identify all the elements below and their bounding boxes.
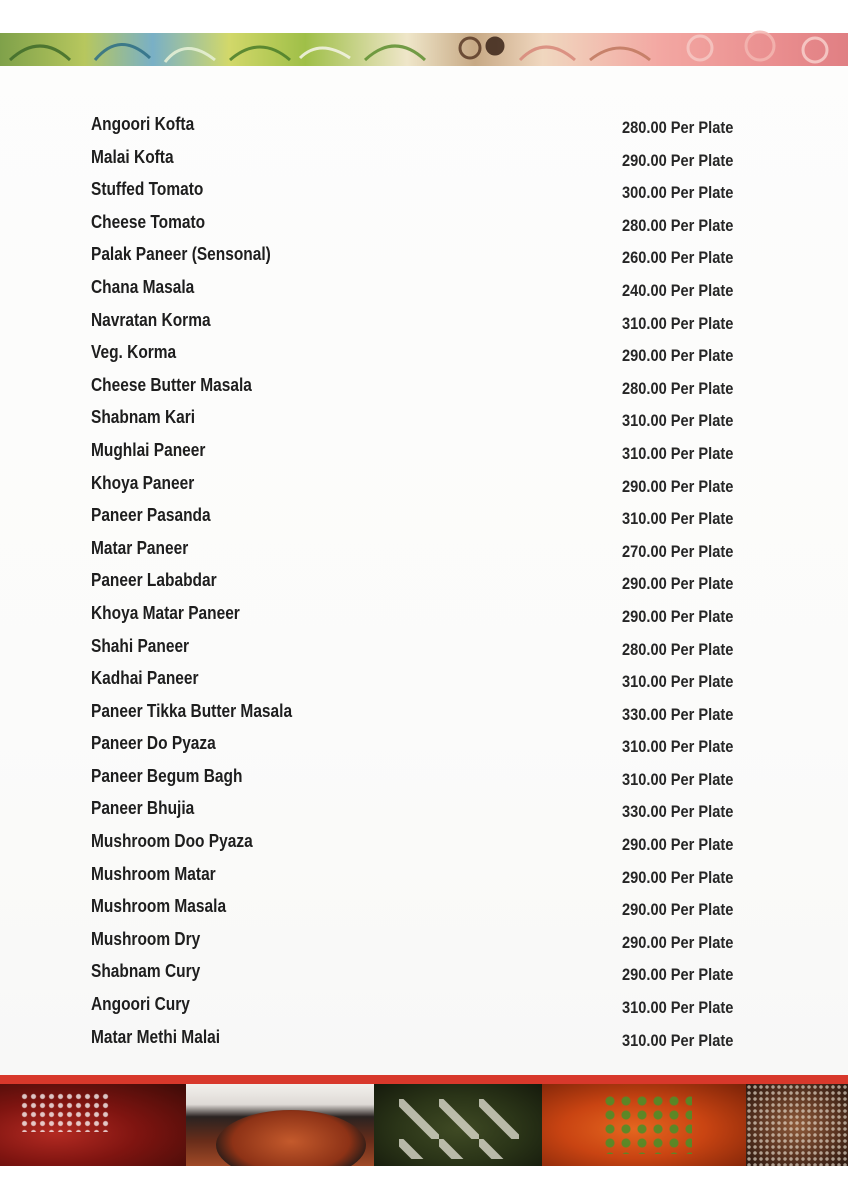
chilli-dish-photo [0, 1084, 186, 1166]
menu-item-name: Paneer Lababdar [91, 570, 217, 591]
menu-item-price: 290.00 Per Plate [622, 965, 734, 985]
menu-item-name: Chana Masala [91, 276, 195, 297]
menu-item-list [0, 108, 848, 1053]
menu-item-price: 310.00 Per Plate [622, 998, 734, 1018]
menu-item-price: 280.00 Per Plate [622, 639, 734, 659]
menu-item-price: 330.00 Per Plate [622, 802, 734, 822]
menu-item-price: 310.00 Per Plate [622, 443, 734, 463]
footer-accent-line [0, 1075, 848, 1084]
menu-item-price: 290.00 Per Plate [622, 150, 734, 170]
menu-item-price: 290.00 Per Plate [622, 476, 734, 496]
menu-item-name: Cheese Tomato [91, 211, 206, 232]
menu-item-row [0, 271, 848, 304]
menu-item-row [0, 336, 848, 369]
menu-item-row [0, 792, 848, 825]
menu-item-price: 280.00 Per Plate [622, 118, 734, 137]
menu-item-row [0, 890, 848, 923]
menu-item-row [0, 173, 848, 206]
menu-item-row [0, 108, 848, 141]
menu-item-name: Angoori Kofta [91, 114, 195, 134]
menu-item-name: Cheese Butter Masala [91, 374, 252, 395]
menu-item-price: 280.00 Per Plate [622, 378, 734, 398]
menu-item-row [0, 1021, 848, 1054]
menu-item-price: 310.00 Per Plate [622, 509, 734, 529]
menu-item-row [0, 499, 848, 532]
menu-item-row [0, 727, 848, 760]
menu-item-price: 290.00 Per Plate [622, 606, 734, 626]
menu-item-price: 290.00 Per Plate [622, 574, 734, 594]
menu-item-price: 310.00 Per Plate [622, 769, 734, 789]
menu-item-row [0, 923, 848, 956]
menu-item-row [0, 564, 848, 597]
menu-item-name: Kadhai Paneer [91, 668, 199, 689]
menu-item-name: Paneer Do Pyaza [91, 733, 216, 754]
menu-item-price: 290.00 Per Plate [622, 900, 734, 920]
menu-item-price: 280.00 Per Plate [622, 215, 734, 235]
menu-item-name: Mughlai Paneer [91, 439, 206, 460]
floral-header-band [0, 0, 848, 66]
menu-item-name: Paneer Bhujia [91, 798, 195, 819]
menu-item-price: 290.00 Per Plate [622, 932, 734, 952]
menu-item-row [0, 369, 848, 402]
menu-item-price: 290.00 Per Plate [622, 867, 734, 887]
menu-item-row [0, 434, 848, 467]
menu-item-row [0, 662, 848, 695]
menu-item-name: Angoori Cury [91, 994, 190, 1015]
menu-item-name: Khoya Paneer [91, 472, 195, 493]
menu-item-name: Veg. Korma [91, 342, 177, 363]
menu-item-name: Palak Paneer (Sensonal) [91, 244, 271, 265]
menu-item-name: Mushroom Dry [91, 928, 201, 949]
floral-pattern-icon [0, 30, 848, 66]
menu-item-row [0, 955, 848, 988]
menu-item-row [0, 597, 848, 630]
menu-item-name: Matar Methi Malai [91, 1026, 221, 1047]
menu-item-price: 240.00 Per Plate [622, 280, 734, 300]
menu-item-name: Shabnam Cury [91, 961, 201, 982]
menu-item-name: Stuffed Tomato [91, 179, 204, 200]
menu-item-row [0, 760, 848, 793]
menu-item-price: 310.00 Per Plate [622, 1030, 734, 1050]
menu-item-name: Paneer Tikka Butter Masala [91, 700, 293, 721]
menu-item-price: 290.00 Per Plate [622, 346, 734, 366]
menu-item-name: Matar Paneer [91, 537, 189, 558]
menu-item-row [0, 141, 848, 174]
menu-item-row [0, 532, 848, 565]
menu-item-row [0, 858, 848, 891]
menu-item-price: 310.00 Per Plate [622, 737, 734, 757]
paneer-butter-masala-photo [542, 1084, 746, 1166]
kadhai-curry-photo [186, 1084, 374, 1166]
menu-item-name: Malai Kofta [91, 146, 174, 167]
menu-item-row [0, 825, 848, 858]
menu-item-name: Mushroom Doo Pyaza [91, 831, 253, 852]
menu-item-price: 270.00 Per Plate [622, 541, 734, 561]
menu-item-price: 290.00 Per Plate [622, 835, 734, 855]
menu-item-price: 330.00 Per Plate [622, 704, 734, 724]
menu-item-price: 310.00 Per Plate [622, 411, 734, 431]
menu-item-row [0, 206, 848, 239]
menu-item-name: Mushroom Matar [91, 863, 216, 884]
menu-item-row [0, 630, 848, 663]
menu-item-row [0, 695, 848, 728]
menu-item-name: Shahi Paneer [91, 635, 190, 656]
palak-paneer-photo [374, 1084, 542, 1166]
dry-dish-photo [746, 1084, 848, 1166]
menu-item-price: 310.00 Per Plate [622, 672, 734, 692]
menu-item-price: 300.00 Per Plate [622, 183, 734, 203]
menu-item-row [0, 401, 848, 434]
menu-item-name: Mushroom Masala [91, 896, 227, 917]
food-photo-strip [0, 1084, 848, 1166]
menu-item-name: Paneer Pasanda [91, 505, 211, 526]
menu-item-row [0, 304, 848, 337]
menu-item-row [0, 467, 848, 500]
menu-item-row [0, 238, 848, 271]
menu-item-row [0, 988, 848, 1021]
menu-item-price: 310.00 Per Plate [622, 313, 734, 333]
menu-item-name: Navratan Korma [91, 309, 211, 330]
menu-item-name: Khoya Matar Paneer [91, 602, 240, 623]
menu-item-name: Shabnam Kari [91, 407, 196, 428]
menu-item-price: 260.00 Per Plate [622, 248, 734, 268]
menu-item-name: Paneer Begum Bagh [91, 765, 243, 786]
